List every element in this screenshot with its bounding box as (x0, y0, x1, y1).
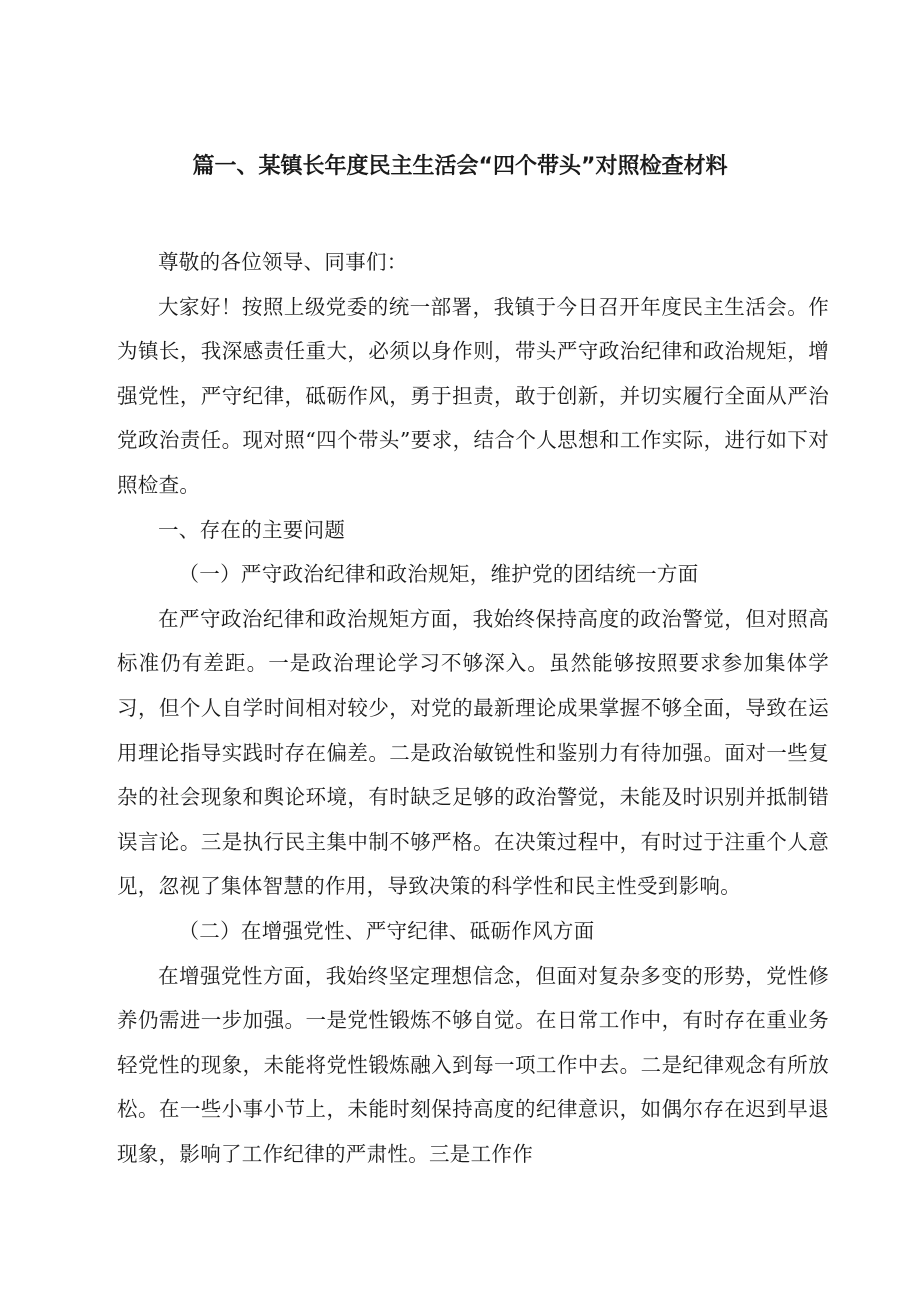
document-body (117, 240, 829, 1176)
intro-paragraph: 大家好！按照上级党委的统一部署，我镇于今日召开年度民主生活会。作为镇长，我深感责任重大，必须以身作则，带头严守政治纪律和政治规矩，增强党性，严守纪律，砥砺作风，勇于担责，敢于创新，并切实履行全面从严治党政治责任。现对照“四个带头”要求，结合个人思想和工作实际，进行如下对照检查。 (117, 294, 829, 497)
subsection-heading-1: （一）严守政治纪律和政治规矩，维护党的团结统一方面 (178, 562, 699, 587)
subsection-heading-2: （二）在增强党性、严守纪律、砥砺作风方面 (178, 918, 595, 943)
document-title: 篇一、某镇长年度民主生活会“四个带头”对照检查材料 (192, 154, 728, 179)
subsection-2-paragraph: 在增强党性方面，我始终坚定理想信念，但面对复杂多变的形势，党性修养仍需进一步加强。一是党性锻炼不够自觉。在日常工作中，有时存在重业务轻党性的现象，未能将党性锻炼融入到每一项工作中去。二是纪律观念有所放松。在一些小事小节上，未能时刻保持高度的纪律意识，如偶尔存在迟到早退现象，影响了工作纪律的严肃性。三是工作作 (117, 963, 829, 1166)
salutation: 尊敬的各位领导、同事们： (158, 250, 408, 274)
section-heading-problems: 一、存在的主要问题 (158, 517, 346, 542)
subsection-1-paragraph: 在严守政治纪律和政治规矩方面，我始终保持高度的政治警觉，但对照高标准仍有差距。一是政治理论学习不够深入。虽然能够按照要求参加集体学习，但个人自学时间相对较少，对党的最新理论成果掌握不够全面，导致在运用理论指导实践时存在偏差。二是政治敏锐性和鉴别力有待加强。面对一些复杂的社会现象和舆论环境，有时缺乏足够的政治警觉，未能及时识别并抵制错误言论。三是执行民主集中制不够严格。在决策过程中，有时过于注重个人意见，忽视了集体智慧的作用，导致决策的科学性和民主性受到影响。 (117, 606, 829, 899)
